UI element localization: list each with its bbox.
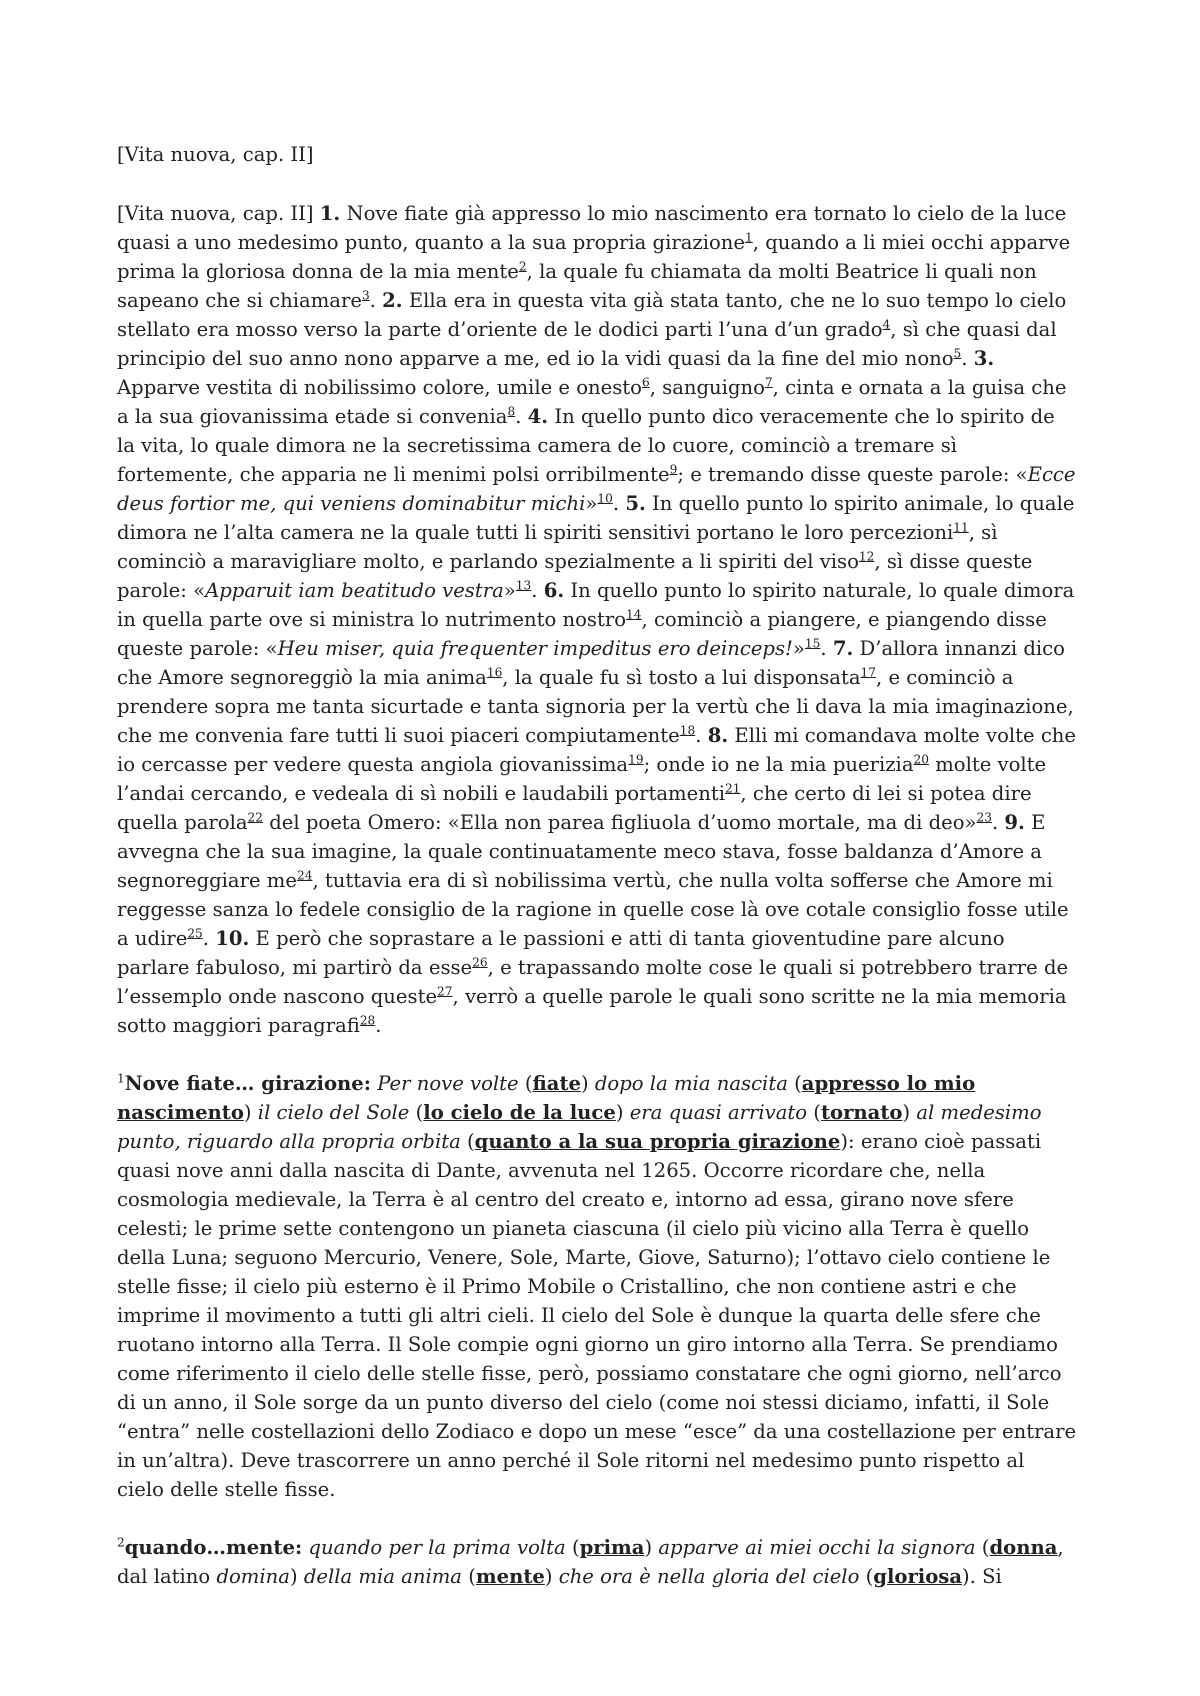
gloss-run: era quasi arrivato xyxy=(629,1101,808,1124)
quoted-term: appresso lo mio nascimento xyxy=(117,1072,976,1124)
text-run: Ella era in questa vita già stata tanto, che ne lo suo tempo lo cielo stellato era mosso verso la parte d’oriente de le dodici parti l’una d’un grado xyxy=(117,289,1067,341)
text-run: ) xyxy=(581,1072,595,1095)
footnote-ref[interactable]: 6 xyxy=(641,375,650,390)
text-run: In quello punto dico veracemente che lo spirito de la vita, lo quale dimora ne la secretissima camera de lo cuore, cominciò a tremare sì fortemente, che apparia ne li menimi polsi orribilmente xyxy=(117,405,1055,486)
quoted-term: fiate xyxy=(532,1072,582,1095)
text-run: . xyxy=(820,637,833,660)
text-run: . xyxy=(695,724,708,747)
text-run: . xyxy=(961,347,974,370)
paragraph-number: 3. xyxy=(973,347,995,370)
text-run: Elli mi comandava molte volte che io cercasse per vedere questa angiola giovanissima xyxy=(117,724,1077,776)
gloss-run: quando per la prima volta xyxy=(308,1536,566,1559)
footnote-ref[interactable]: 28 xyxy=(359,1013,376,1028)
gloss-run: della mia anima xyxy=(303,1565,462,1588)
gloss-run: Per nove volte xyxy=(371,1072,525,1095)
footnote-ref[interactable]: 15 xyxy=(804,636,821,651)
footnote-lemma: Nove fiate… girazione: xyxy=(124,1072,372,1095)
text-run: » xyxy=(585,492,598,515)
paragraph-number: 7. xyxy=(832,637,854,660)
text-run: , sì cominciò a maravigliare molto, e parlando spezialmente a li spiriti del viso xyxy=(117,521,998,573)
footnote-ref[interactable]: 17 xyxy=(860,665,876,680)
text-run: ( xyxy=(975,1536,990,1559)
footnote-ref[interactable]: 14 xyxy=(626,607,642,622)
text-run: ) xyxy=(544,1565,559,1588)
footnote-ref[interactable]: 27 xyxy=(437,984,453,999)
footnote-lemma: quando…mente: xyxy=(124,1536,303,1559)
text-run: ( xyxy=(807,1101,821,1124)
quoted-term: gloriosa xyxy=(873,1565,963,1588)
footnote-ref[interactable]: 22 xyxy=(247,810,263,825)
heading-text: [Vita nuova, cap. II] xyxy=(117,143,314,166)
text-run: Apparve vestita di nobilissimo colore, umile e onesto xyxy=(117,376,642,399)
text-run: » xyxy=(503,579,516,602)
text-run: ) xyxy=(902,1101,917,1124)
footnote-ref[interactable]: 19 xyxy=(628,752,644,767)
text-run: ; onde io ne la mia puerizia xyxy=(643,753,914,776)
footnote-mark: 2 xyxy=(117,1535,125,1550)
quoted-term: mente xyxy=(475,1565,545,1588)
text-run: , tuttavia era di sì nobilissima vertù, che nulla volta sofferse che Amore mi reggesse sanza lo fedele consiglio de la ragione in quelle cose là ove cotale consiglio fosse utile a udire xyxy=(117,869,1069,950)
paragraph-number: 9. xyxy=(1004,811,1025,834)
footnote-ref[interactable]: 8 xyxy=(507,404,516,419)
text-run: In quello punto lo spirito naturale, lo quale dimora in quella parte ove si ministra lo nutrimento nostro xyxy=(117,579,1075,631)
gloss-run: apparve ai miei occhi la signora xyxy=(658,1536,976,1559)
text-run: ( xyxy=(409,1101,424,1124)
text-run: » xyxy=(792,637,805,660)
text-run: ). Si xyxy=(962,1565,1002,1588)
paragraph-number: 4. xyxy=(527,405,549,428)
footnote-ref[interactable]: 26 xyxy=(472,955,488,970)
text-run: Nove fiate già appresso lo mio nascimento era tornato lo cielo de la luce quasi a uno medesimo punto, quanto a la sua propria girazione xyxy=(117,202,1067,254)
latin-quote: Ecce deus fortior me, qui veniens dominabitur michi xyxy=(117,463,1076,515)
footnote-ref[interactable]: 23 xyxy=(976,810,992,825)
text-run: , che certo di lei si potea dire quella parola xyxy=(117,782,1032,834)
footnote-ref[interactable]: 3 xyxy=(361,288,370,303)
text-run: ; e tremando disse queste parole: « xyxy=(677,463,1028,486)
text-run: , cominciò a piangere, e piangendo disse queste parole: « xyxy=(117,608,1047,660)
text-run: ( xyxy=(859,1565,874,1588)
text-run: , e trapassando molte cose le quali si potrebbero trarre de l’essemplo onde nascono queste xyxy=(117,956,1069,1008)
footnote-ref[interactable]: 25 xyxy=(187,926,203,941)
section-heading xyxy=(117,140,1077,169)
text-run: , la quale fu sì tosto a lui disponsata xyxy=(502,666,861,689)
footnote-2 xyxy=(117,1533,1077,1591)
footnote-ref[interactable]: 13 xyxy=(515,578,532,593)
quoted-term: lo cielo de la luce xyxy=(423,1101,616,1124)
text-run: , verrò a quelle parole le quali sono scritte ne la mia memoria sotto maggiori paragrafi xyxy=(117,985,1067,1037)
text-run: ( xyxy=(787,1072,802,1095)
paragraph-number: 5. xyxy=(625,492,646,515)
footnote-ref[interactable]: 12 xyxy=(858,549,875,564)
footnote-ref[interactable]: 20 xyxy=(913,752,929,767)
text-run: ( xyxy=(460,1130,475,1153)
footnote-ref[interactable]: 5 xyxy=(953,346,962,361)
latin-quote: Apparuit iam beatitudo vestra xyxy=(205,579,504,602)
gloss-run: il cielo del Sole xyxy=(257,1101,410,1124)
footnote-ref[interactable]: 11 xyxy=(953,520,969,535)
text-run: ( xyxy=(565,1536,580,1559)
text-run: In quello punto lo spirito animale, lo quale dimora ne l’alta camera ne la quale tutti li spiriti sensitivi portano le loro percezioni xyxy=(117,492,1075,544)
footnote-ref[interactable]: 16 xyxy=(486,665,503,680)
text-run: D’allora innanzi dico che Amore segnoreggiò la mia anima xyxy=(117,637,1065,689)
footnote-mark: 1 xyxy=(117,1071,125,1086)
text-run: ) xyxy=(615,1101,630,1124)
text-run: ( xyxy=(524,1072,533,1095)
quoted-term: quanto a la sua propria girazione xyxy=(474,1130,841,1153)
text-run: ): erano cioè passati quasi nove anni dalla nascita di Dante, avvenuta nel 1265. Occorre ricordare che, nella cosmologia medievale, la Terra è al centro del creato e, intorno ad essa, girano nove sfere celesti; le prime sette contengono un pianeta ciascuna (il cielo più vicino alla Terra è quello della Luna; seguono Mercurio, Venere, Sole, Marte, Giove, Saturno); l’ottavo cielo contiene le stelle fisse; il cielo più esterno è il Primo Mobile o Cristallino, che non contiene astri e che imprime il movimento a tutti gli altri cieli. Il cielo del Sole è dunque la quarta delle sfere che ruotano intorno alla Terra. Il Sole compie ogni giorno un giro intorno alla Terra. Se prendiamo come riferimento il cielo delle stelle fisse, però, possiamo constatare che ogni giorno, nell’arco di un anno, il Sole sorge da un punto diverso del cielo (come noi stessi diciamo, infatti, il Sole “entra” nelle costellazioni dello Zodiaco e dopo un mese “esce” da una costellazione per entrare in un’altra). Deve trascorrere un anno perché il Sole ritorni nel medesimo punto rispetto al cielo delle stelle fisse. xyxy=(117,1130,1077,1501)
text-run: . xyxy=(375,1014,382,1037)
text-run: ) xyxy=(644,1536,659,1559)
text-run: . xyxy=(515,405,528,428)
paragraph-number: 1. xyxy=(319,202,341,225)
document-page xyxy=(117,140,1077,1620)
text-run: E avvegna che la sua imagine, la quale continuatamente meco stava, fosse baldanza d’Amore a segnoreggiare me xyxy=(117,811,1046,892)
paragraph-number: 8. xyxy=(707,724,729,747)
text-run: E però che soprastare a le passioni e atti di tanta gioventudine pare alcuno parlare fabuloso, mi partirò da esse xyxy=(117,927,1005,979)
quoted-term: tornato xyxy=(820,1101,903,1124)
text-run: , dal latino xyxy=(117,1536,1064,1588)
paragraph-number: 2. xyxy=(382,289,403,312)
text-run: . xyxy=(202,927,216,950)
text-run: , la quale fu chiamata da molti Beatrice li quali non sapeano che si chiamare xyxy=(117,260,1037,312)
text-run: ) xyxy=(243,1101,258,1124)
footnote-ref[interactable]: 1 xyxy=(745,230,753,245)
footnote-1 xyxy=(117,1069,1077,1504)
text-run: , cinta e ornata a la guisa che a la sua giovanissima etade si convenia xyxy=(117,376,1067,428)
text-run: . xyxy=(531,579,544,602)
gloss-run: dopo la mia nascita xyxy=(594,1072,788,1095)
footnote-ref[interactable]: 18 xyxy=(679,723,696,738)
latin-quote: Heu miser, quia frequenter impeditus ero deinceps! xyxy=(277,637,793,660)
text-run: , sì che quasi dal principio del suo anno nono apparve a me, ed io la vidi quasi da la fine del mio nono xyxy=(117,318,1057,370)
quoted-term: donna xyxy=(989,1536,1058,1559)
text-run: . xyxy=(612,492,626,515)
quoted-term: prima xyxy=(579,1536,645,1559)
text-run: , sì disse queste parole: « xyxy=(117,550,1033,602)
chapter-label: [Vita nuova, cap. II] xyxy=(117,202,314,225)
footnote-ref[interactable]: 2 xyxy=(518,259,527,274)
text-run: . xyxy=(369,289,383,312)
text-run: , quando a li miei occhi apparve prima la gloriosa donna de la mia mente xyxy=(117,231,1071,283)
gloss-run: al medesimo punto, riguardo alla propria orbita xyxy=(117,1101,1042,1153)
text-run: ) xyxy=(289,1565,304,1588)
gloss-run: domina xyxy=(216,1565,290,1588)
footnote-ref[interactable]: 4 xyxy=(882,317,891,332)
footnote-ref[interactable]: 10 xyxy=(597,491,613,506)
text-run: del poeta Omero: «Ella non parea figliuola d’uomo mortale, ma di deo» xyxy=(263,811,977,834)
text-run: molte volte l’andai cercando, e vedeala di sì nobili e laudabili portamenti xyxy=(117,753,1047,805)
footnote-ref[interactable]: 21 xyxy=(724,781,741,796)
text-run: , sanguigno xyxy=(649,376,765,399)
paragraph-number: 10. xyxy=(215,927,250,950)
paragraph-number: 6. xyxy=(543,579,565,602)
footnote-ref[interactable]: 7 xyxy=(764,375,773,390)
text-run: . xyxy=(991,811,1005,834)
footnote-ref[interactable]: 24 xyxy=(296,868,313,883)
gloss-run: che ora è nella gloria del cielo xyxy=(558,1565,860,1588)
text-run: , e cominciò a prendere sopra me tanta sicurtade e tanta signoria per la vertù che li dava la mia imaginazione, che me convenia fare tutti li suoi piaceri compiutamente xyxy=(117,666,1074,747)
text-run: ( xyxy=(462,1565,476,1588)
footnote-ref[interactable]: 9 xyxy=(669,462,678,477)
main-text-paragraph xyxy=(117,199,1077,1040)
